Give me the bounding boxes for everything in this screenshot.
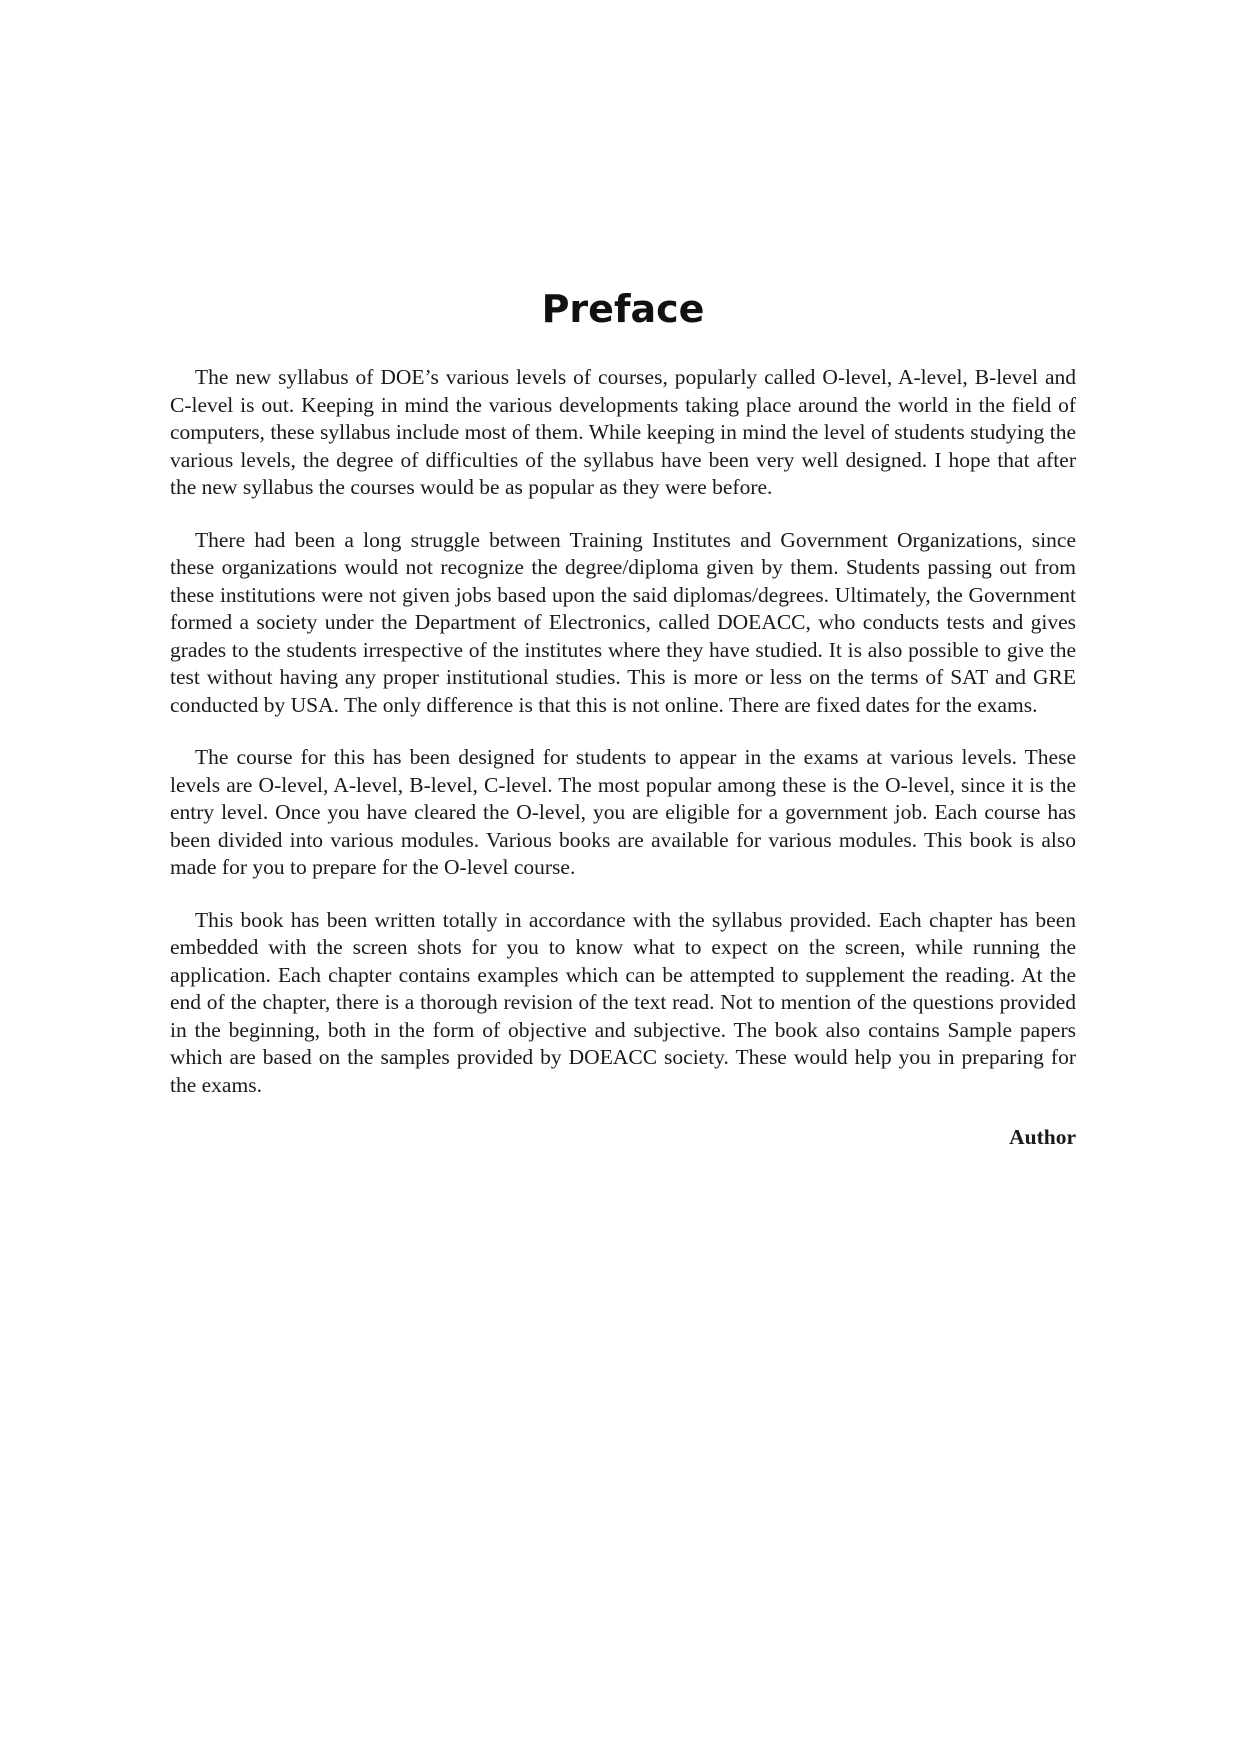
author-signature: Author (1009, 1125, 1076, 1149)
page-title: Preface (541, 287, 705, 331)
paragraph-3: The course for this has been designed for students to appear in the exams at various levels. These levels are O-level, A-level, B-level, C-level. The most popular among these is the O-level, since it is the entry level. Once you have cleared the O-level, you are eligible for a government job. Each course has been divided into various modules. Various books are available for various modules. This book is also made for you to prepare for the O-level course. (170, 745, 1076, 879)
preface-page (170, 287, 1076, 1151)
paragraph-2: There had been a long struggle between Training Institutes and Government Organizations, since these organizations would not recognize the degree/diploma given by them. Students passing out from these institutions were not given jobs based upon the said diplomas/degrees. Ultimately, the Government formed a society under the Department of Electronics, called DOEACC, who conducts tests and gives grades to the students irrespective of the institutes where they have studied. It is also possible to give the test without having any proper institutional studies. This is more or less on the terms of SAT and GRE conducted by USA. The only difference is that this is not online. There are fixed dates for the exams. (170, 527, 1076, 717)
paragraph-1: The new syllabus of DOE’s various levels of courses, popularly called O-level, A-level, B-level and C-level is out. Keeping in mind the various developments taking place around the world in the field of computers, these syllabus include most of them. While keeping in mind the level of students studying the various levels, the degree of difficulties of the syllabus have been very well designed. I hope that after the new syllabus the courses would be as popular as they were before. (170, 365, 1076, 499)
paragraph-4: This book has been written totally in accordance with the syllabus provided. Each chapter has been embedded with the screen shots for you to know what to expect on the screen, while running the application. Each chapter contains examples which can be attempted to supplement the reading. At the end of the chapter, there is a thorough revision of the text read. Not to mention of the questions provided in the beginning, both in the form of objective and subjective. The book also contains Sample papers which are based on the samples provided by DOEACC society. These would help you in preparing for the exams. (170, 907, 1076, 1097)
